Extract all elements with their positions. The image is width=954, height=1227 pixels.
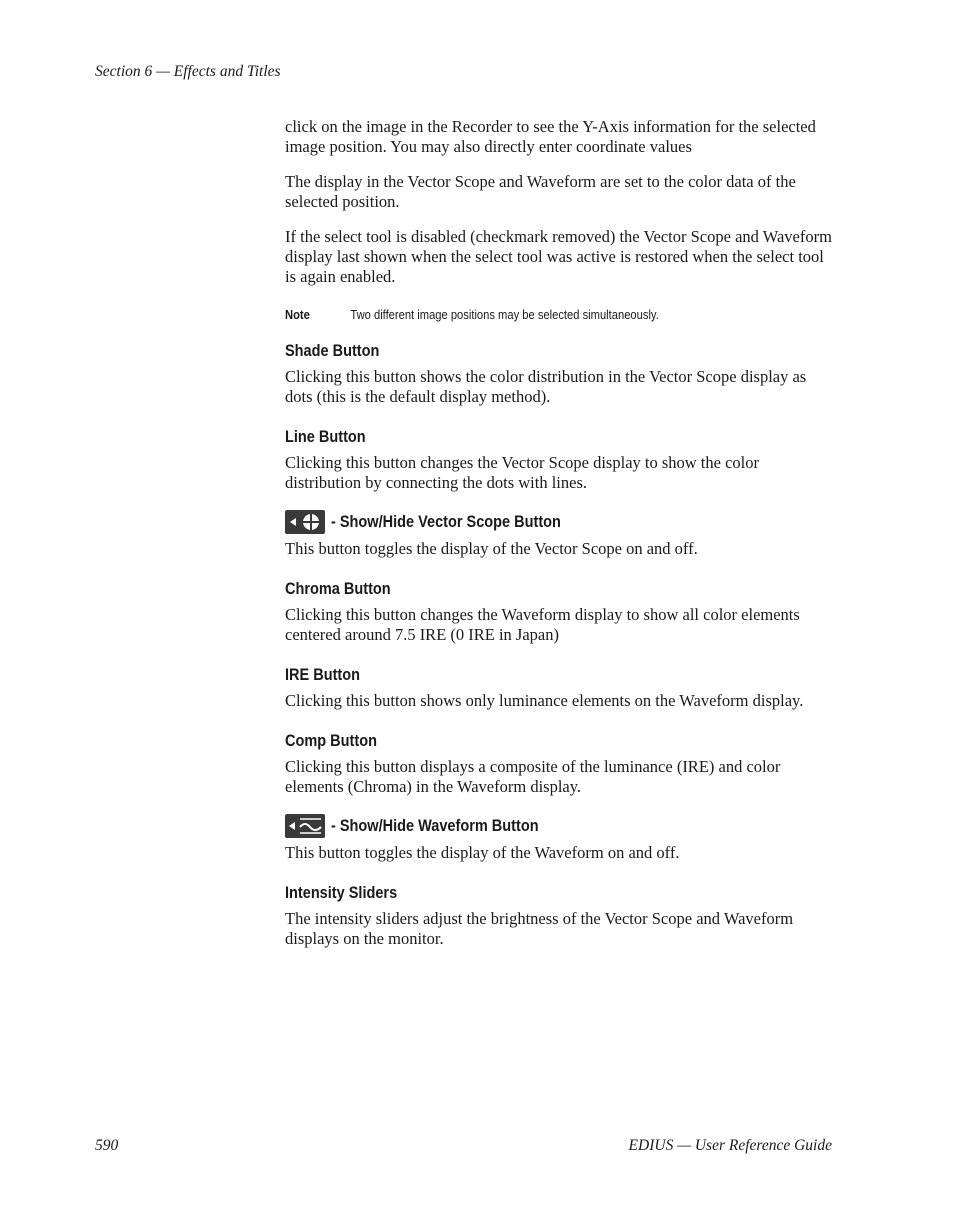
ire-button-heading: IRE Button bbox=[285, 666, 361, 684]
intro-paragraph-1: click on the image in the Recorder to see the Y-Axis information for the selected image position. You may also directly enter coordinate values bbox=[285, 117, 816, 156]
note-text: Two different image positions may be selected simultaneously. bbox=[350, 307, 659, 322]
running-footer: EDIUS — User Reference Guide bbox=[628, 1137, 832, 1154]
chroma-button-heading: Chroma Button bbox=[285, 580, 391, 598]
line-button-heading: Line Button bbox=[285, 428, 366, 446]
comp-button-description: Clicking this button displays a composite of the luminance (IRE) and color elements (Chroma) in the Waveform display. bbox=[285, 757, 781, 796]
intro-paragraph-3: If the select tool is disabled (checkmark removed) the Vector Scope and Waveform display last shown when the select tool was active is restored when the select tool is again enabled. bbox=[285, 227, 832, 286]
waveform-toggle-heading-row bbox=[285, 814, 833, 838]
shade-button-heading: Shade Button bbox=[285, 342, 380, 360]
ire-button-description: Clicking this button shows only luminance elements on the Waveform display. bbox=[285, 691, 804, 710]
chroma-button-description: Clicking this button changes the Waveform display to show all color elements centered around 7.5 IRE (0 IRE in Japan) bbox=[285, 605, 800, 644]
intro-paragraph-2: The display in the Vector Scope and Waveform are set to the color data of the selected position. bbox=[285, 172, 796, 211]
running-header: Section 6 — Effects and Titles bbox=[95, 63, 281, 80]
line-button-description: Clicking this button changes the Vector Scope display to show the color distribution by connecting the dots with lines. bbox=[285, 453, 759, 492]
waveform-toggle-heading: - Show/Hide Waveform Button bbox=[331, 816, 539, 835]
intensity-sliders-description: The intensity sliders adjust the brightness of the Vector Scope and Waveform displays on the monitor. bbox=[285, 909, 794, 948]
waveform-toggle-description: This button toggles the display of the Waveform on and off. bbox=[285, 843, 680, 862]
waveform-toggle-icon bbox=[285, 814, 325, 838]
vectorscope-toggle-description: This button toggles the display of the Vector Scope on and off. bbox=[285, 539, 698, 558]
note-label: Note bbox=[285, 307, 310, 322]
note bbox=[285, 307, 756, 322]
page-content bbox=[285, 117, 833, 949]
comp-button-heading: Comp Button bbox=[285, 732, 377, 750]
intensity-sliders-heading: Intensity Sliders bbox=[285, 884, 398, 902]
page-number: 590 bbox=[95, 1137, 119, 1154]
vectorscope-toggle-icon bbox=[285, 510, 325, 534]
vectorscope-toggle-heading-row bbox=[285, 510, 833, 534]
shade-button-description: Clicking this button shows the color distribution in the Vector Scope display as dots (this is the default display method). bbox=[285, 367, 807, 406]
vectorscope-toggle-heading: - Show/Hide Vector Scope Button bbox=[331, 512, 561, 531]
